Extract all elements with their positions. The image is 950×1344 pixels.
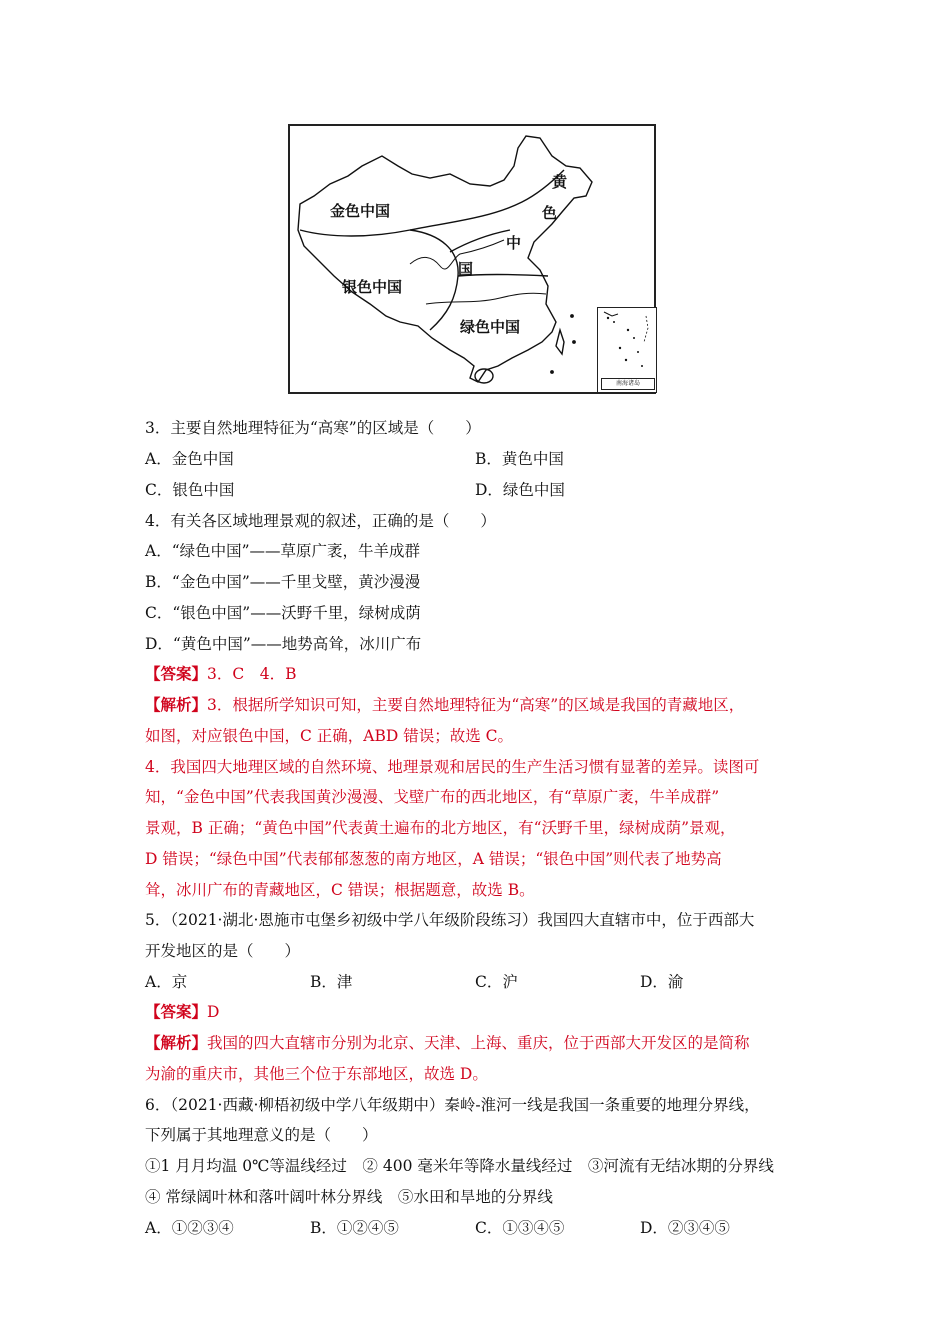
q6-option-d: D．②③④⑤ [640, 1219, 730, 1237]
answer-tag: 【答案】 [145, 1002, 208, 1021]
explanation-3-line1 [145, 695, 744, 715]
q6-option-b: B．①②④⑤ [310, 1219, 399, 1237]
q3-stem: 3．主要自然地理特征为“高寒”的区域是（ ） [145, 419, 481, 437]
inset-caption: 南海诸岛 [601, 378, 655, 390]
label-lvse-zhongguo: 绿色中国 [460, 318, 521, 336]
inset-islands [598, 308, 656, 378]
answer-tag: 【答案】 [145, 664, 208, 683]
q4-option-c: C．“银色中国”——沃野千里，绿树成荫 [145, 604, 421, 622]
explanation-4-line3: 景观，B 正确；“黄色中国”代表黄土遍布的北方地区，有“沃野千里，绿树成荫”景观， [145, 819, 736, 837]
q6-option-c: C．①③④⑤ [475, 1219, 565, 1237]
explanation-4-line4: D 错误；“绿色中国”代表郁郁葱葱的南方地区，A 错误；“银色中国”则代表了地势高 [145, 850, 722, 868]
taiwan-island [556, 330, 564, 354]
answer-text: 3．C 4．B [207, 665, 297, 683]
explanation-4-line1: 4．我国四大地理区域的自然环境、地理景观和居民的生产生活习惯有显著的差异。读图可 [145, 758, 760, 776]
label-guo: 国 [458, 260, 474, 278]
q4-option-b: B．“金色中国”——千里戈壁，黄沙漫漫 [145, 573, 421, 591]
q3-option-a: A．金色中国 [145, 450, 234, 468]
q5-option-a: A．京 [145, 973, 188, 991]
q6-statements-line1: ①1 月月均温 0℃等温线经过 ② 400 毫米年等降水量线经过 ③河流有无结冰期的分界线 [145, 1157, 774, 1175]
q4-option-d: D．“黄色中国”——地势高耸，冰川广布 [145, 635, 422, 653]
label-yinse-zhongguo: 银色中国 [342, 278, 403, 296]
south-china-sea-inset [597, 307, 657, 393]
q5-stem-line2: 开发地区的是（ ） [145, 942, 301, 960]
hainan-island [475, 369, 493, 383]
answer-text: D [207, 1003, 220, 1021]
label-zhong: 中 [506, 234, 522, 252]
explanation-text: 我国的四大直辖市分别为北京、天津、上海、重庆，位于西部大开发区的是简称 [207, 1034, 750, 1052]
q3-option-b: B．黄色中国 [475, 450, 564, 468]
q6-stem-line2: 下列属于其地理意义的是（ ） [145, 1126, 378, 1144]
q6-option-a: A．①②③④ [145, 1219, 234, 1237]
q4-option-a: A．“绿色中国”——草原广袤，牛羊成群 [145, 542, 421, 560]
q3-option-c: C．银色中国 [145, 481, 235, 499]
answer-5 [145, 1002, 219, 1022]
q6-statements-line2: ④ 常绿阔叶林和落叶阔叶林分界线 ⑤水田和旱地的分界线 [145, 1188, 553, 1206]
answer-3-4 [145, 664, 297, 684]
q3-option-d: D．绿色中国 [475, 481, 565, 499]
q5-option-d: D．渝 [640, 973, 684, 991]
explanation-5-line2: 为渝的重庆市，其他三个位于东部地区，故选 D。 [145, 1065, 488, 1083]
q5-option-b: B．津 [310, 973, 353, 991]
explanation-tag: 【解析】 [145, 695, 208, 714]
q4-stem: 4．有关各区域地理景观的叙述，正确的是（ ） [145, 512, 496, 530]
boundary-qinghai-tibet [410, 230, 458, 330]
china-border [298, 136, 592, 382]
q6-stem-line1: 6．（2021·西藏·柳梧初级中学八年级期中）秦岭-淮河一线是我国一条重要的地理分界线， [145, 1096, 760, 1114]
explanation-tag: 【解析】 [145, 1033, 208, 1052]
explanation-3-line2: 如图，对应银色中国，C 正确，ABD 错误；故选 C。 [145, 727, 514, 745]
explanation-5-line1 [145, 1033, 750, 1053]
label-jinse-zhongguo: 金色中国 [330, 202, 391, 220]
explanation-4-line5: 耸，冰川广布的青藏地区，C 错误；根据题意，故选 B。 [145, 881, 535, 899]
explanation-text: 3．根据所学知识可知，主要自然地理特征为“高寒”的区域是我国的青藏地区， [207, 696, 745, 714]
label-huang: 黄 [552, 173, 568, 191]
q5-option-c: C．沪 [475, 973, 518, 991]
label-se: 色 [542, 204, 558, 222]
explanation-4-line2: 知，“金色中国”代表我国黄沙漫漫、戈壁广布的西北地区，有“草原广袤，牛羊成群” [145, 788, 720, 806]
china-regions-map [288, 124, 656, 394]
q5-stem-line1: 5．（2021·湖北·恩施市屯堡乡初级中学八年级阶段练习）我国四大直辖市中，位于西部大 [145, 911, 755, 929]
yangtze-river [426, 293, 546, 304]
